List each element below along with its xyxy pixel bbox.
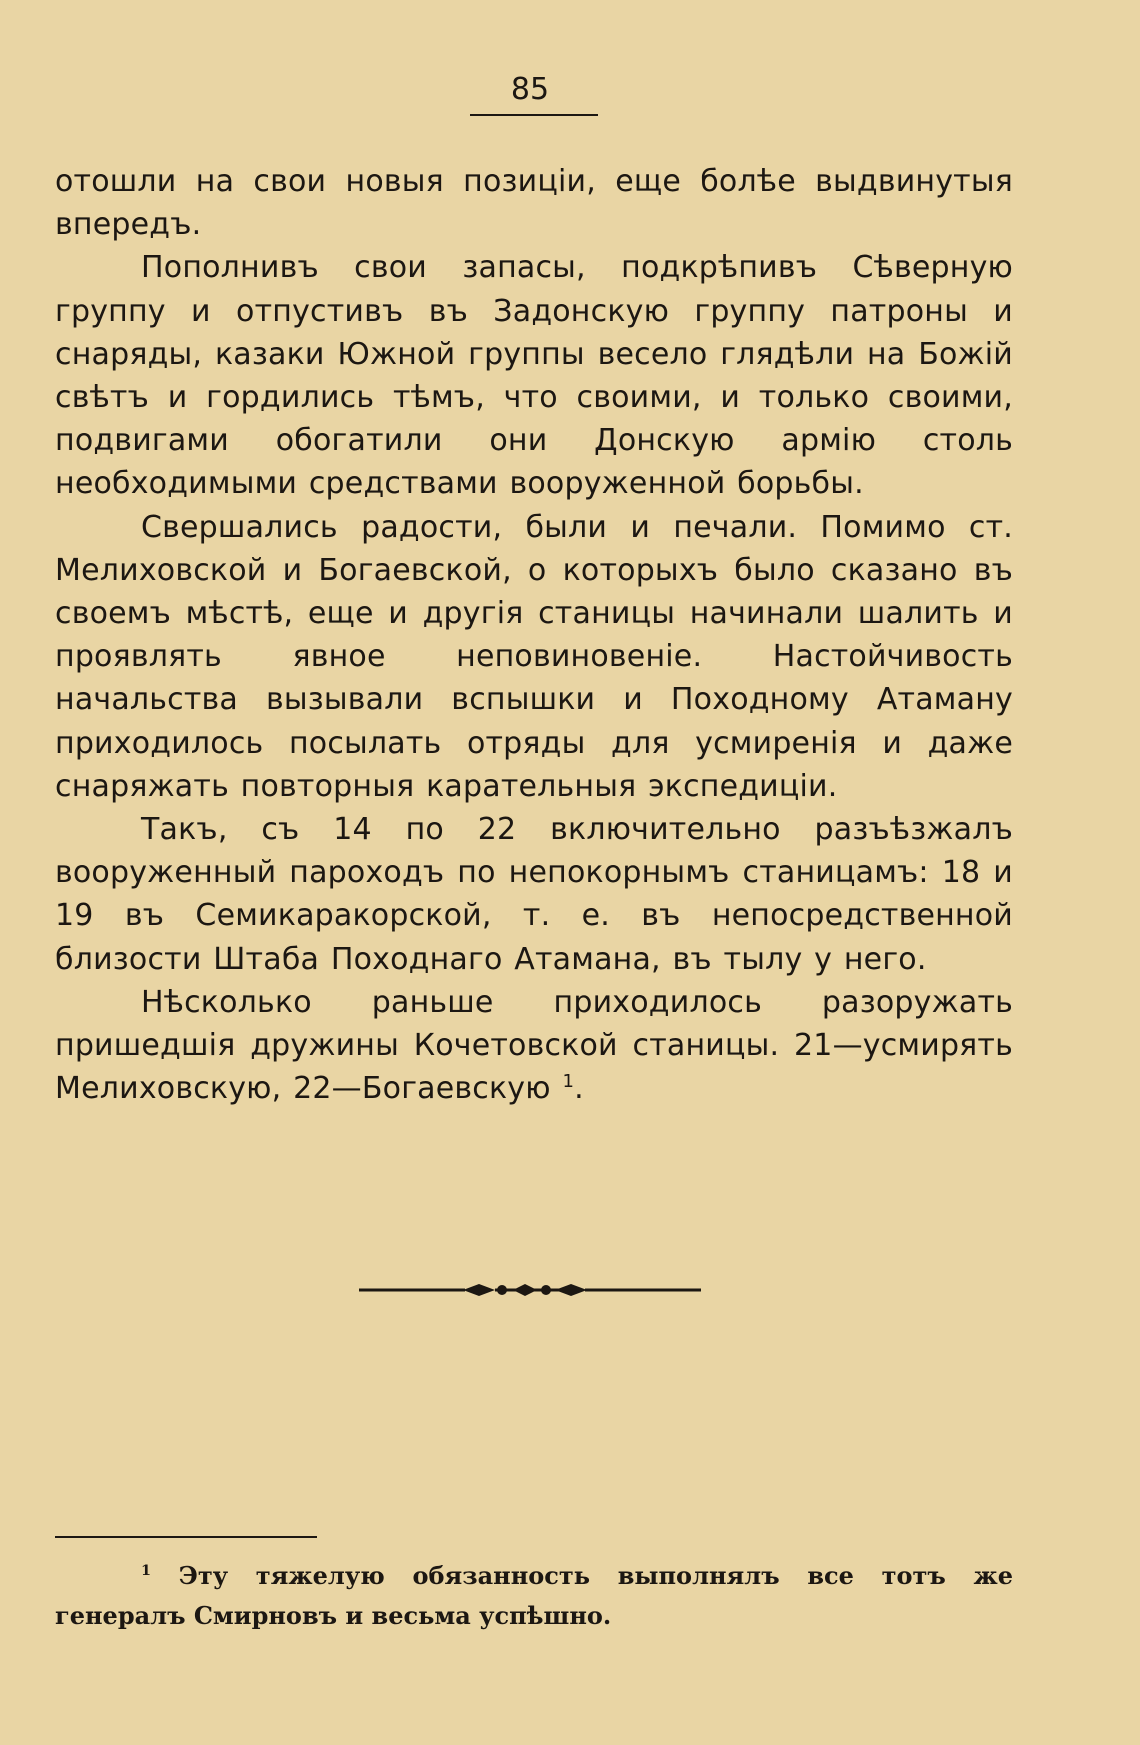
ornament-diamond-left [463, 1284, 495, 1296]
paragraph-disarm-trailing: . [574, 1071, 584, 1107]
main-text [55, 160, 1013, 1110]
footnote-text: Эту тяжелую обязанность выполнялъ все тотъ же генералъ Смирновъ и весьма успѣшно. [55, 1561, 1013, 1630]
paragraph-steamer: Такъ, съ 14 по 22 включительно разъѣзжалъ вооруженный пароходъ по непокорнымъ станицамъ: 18 и 19 въ Семикаракорской, т. е. въ непосредственной близости Штаба Походнаго Атамана, въ тылу у него. [55, 812, 1013, 977]
footnote-reference: 1 [562, 1071, 575, 1093]
ornament-diamond-center [513, 1284, 537, 1296]
paragraph-disarm [55, 981, 1013, 1111]
ornament-divider [355, 1275, 705, 1305]
page-number: 85 [510, 72, 550, 107]
paragraph-replenishment: Пополнивъ свои запасы, подкрѣпивъ Сѣверную группу и отпустивъ въ Задонскую группу патроны и снаряды, казаки Южной группы весело глядѣли на Божiй свѣтъ и гордились тѣмъ, что своими, и только своими, подвигами обогатили они Донскую армiю столь необходимыми средствами вооруженной борьбы. [55, 250, 1013, 502]
ornament-dot-2 [541, 1285, 551, 1295]
footnote [55, 1556, 1013, 1636]
paragraph-joys-sorrows: Свершались радости, были и печали. Помимо ст. Мелиховской и Богаевской, о которыхъ было сказано въ своемъ мѣстѣ, еще и другiя станицы начинали шалить и проявлять явное неповиновенiе. Настойчивость начальства вызывали вспышки и Походному Атаману приходилось посылать отряды для усмиренiя и даже снаряжать повторныя карательныя экспедицiи. [55, 509, 1013, 804]
paragraph-disarm-text: Нѣсколько раньше приходилось разоружать пришедшiя дружины Кочетовской станицы. 21—усмирять Мелиховскую, 22—Богаевскую [55, 984, 1013, 1107]
paragraph-continuation: отошли на свои новыя позицiи, еще болѣе выдвинутыя впередъ. [55, 164, 1013, 243]
ornament-diamond-right [555, 1284, 587, 1296]
footnote-marker: 1 [141, 1562, 152, 1579]
footnote-rule [55, 1536, 317, 1538]
page-number-rule [470, 114, 598, 116]
